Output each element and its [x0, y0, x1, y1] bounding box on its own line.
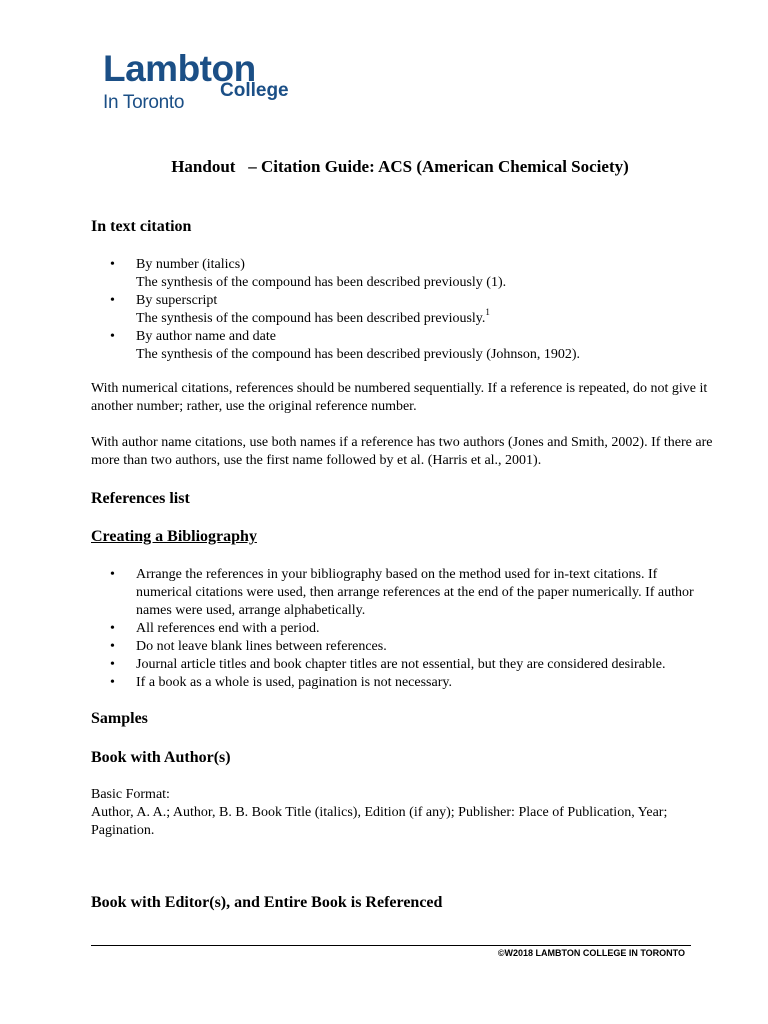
in-text-list	[110, 256, 710, 364]
numerical-citation-paragraph: With numerical citations, references should be numbered sequentially. If a reference is repeated, do not give it another number; rather, use the original reference number.	[91, 381, 708, 414]
list-item	[110, 292, 710, 328]
logo-lambton: Lambton	[103, 48, 256, 89]
item-example: The synthesis of the compound has been described previously (1).	[136, 275, 507, 290]
superscript-marker: 1	[485, 307, 490, 318]
item-example-wrap	[136, 307, 710, 328]
item-label: • By author name and date	[136, 329, 276, 344]
item-example: The synthesis of the compound has been described previously.	[136, 311, 486, 326]
basic-format-text: Author, A. A.; Author, B. B. Book Title (italics), Edition (if any); Publisher: Place of Publication, Year; Pagination.	[91, 805, 668, 838]
basic-format-label: Basic Format:	[91, 787, 170, 802]
logo-college: College	[220, 80, 289, 101]
samples-heading: Samples	[91, 710, 148, 727]
book-editor-heading: Book with Editor(s), and Entire Book is Referenced	[91, 894, 443, 911]
list-item: • Journal article titles and book chapter titles are not essential, but they are considered desirable.	[110, 656, 710, 674]
item-label: • By superscript	[136, 293, 218, 308]
author-citation-paragraph: With author name citations, use both names if a reference has two authors (Jones and Smith, 2002). If there are more than two authors, use the first name followed by et al. (Harris et al., 2001).	[91, 435, 713, 468]
list-item	[110, 328, 710, 364]
in-text-heading: In text citation	[91, 218, 192, 235]
list-item: • Do not leave blank lines between references.	[110, 638, 710, 656]
book-author-heading: Book with Author(s)	[91, 749, 231, 766]
bibliography-subheading: Creating a Bibliography	[91, 528, 257, 545]
list-item: • All references end with a period.	[110, 620, 710, 638]
list-item	[110, 256, 710, 292]
document-title: Handout – Citation Guide: ACS (American Chemical Society)	[171, 157, 629, 176]
logo-toronto: In Toronto	[103, 92, 185, 113]
footer-copyright: ©W2018 LAMBTON COLLEGE IN TORONTO	[497, 948, 685, 958]
item-label: • By number (italics)	[136, 257, 245, 272]
list-item: • Arrange the references in your bibliography based on the method used for in-text citations. If numerical citations were used, then arrange references at the end of the paper numerically. If author names were used, arrange alphabetically.	[110, 566, 710, 620]
references-heading: References list	[91, 490, 190, 507]
list-item: • If a book as a whole is used, pagination is not necessary.	[110, 674, 710, 692]
bibliography-list	[110, 566, 710, 692]
footer-divider	[91, 945, 691, 946]
item-example: The synthesis of the compound has been described previously (Johnson, 1902).	[136, 347, 581, 362]
